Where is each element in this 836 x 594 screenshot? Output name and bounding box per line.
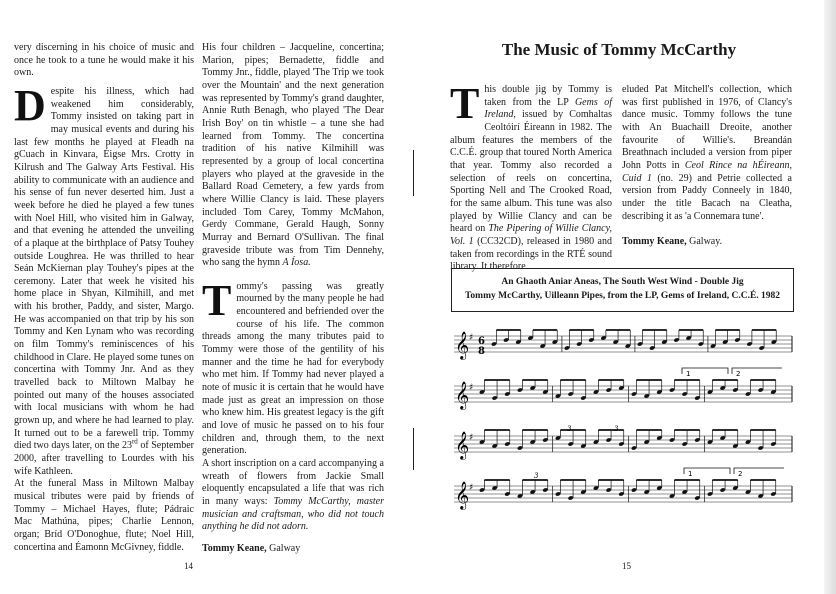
illness-paragraph <box>14 80 194 478</box>
album-title: Gems of Ireland, <box>484 96 612 121</box>
treble-clef-icon: 𝄞 <box>455 381 470 409</box>
gutter-mark <box>413 150 414 196</box>
hymn-title: A Íosa. <box>282 257 311 269</box>
sheet-music <box>452 318 794 518</box>
ordinal-suffix: rd <box>131 438 138 447</box>
first-ending-label: 1 <box>688 470 693 478</box>
collection-text-2: (no. 29) and Petrie collected a version from Paddy Conneely in 1840, under the title Bacach na Cleatha, describing it as 'a Connemara tune'. <box>622 172 792 222</box>
passing-paragraph <box>202 275 384 458</box>
recording-title: The Pipering of Willie Clancy, Vol. 1 <box>450 223 612 247</box>
gutter-mark <box>413 428 414 470</box>
page-edge <box>824 0 836 594</box>
music-staves <box>454 331 792 510</box>
funeral-paragraph: At the funeral Mass in Miltown Malbay musical tributes were paid by friends of Tommy – Michael Hayes, flute; Pádraic Mac Mathúna, pipes; Charlie Lennon, organ; Bríd O'Donoghue, flute; Noel Hill, concertina and Éamonn McGivney, fiddle. <box>14 478 194 553</box>
page-number: 14 <box>184 561 193 571</box>
page-number: 15 <box>622 561 631 571</box>
treble-clef-icon: 𝄞 <box>455 481 470 509</box>
music-notes <box>479 330 777 502</box>
right-page-column-2 <box>622 84 792 249</box>
passing-text: ommy's passing was greatly mourned by the many people he had encountered and befriended over the course of his life. The common threads among the many tributes paid to Tommy were those of the gentility of his manner and the time he had for everybody who met him. If Tommy had never played a note of music it is certain that he would have made just as great an impression on those who knew him. His greatest legacy is the gift and love of music he passed on to his four children and, through them, to the next generation. <box>202 280 384 457</box>
inscription-quote: Tommy McCarthy, master musician and craftsman, who did not touch anything he did not adorn. <box>202 495 385 533</box>
author-place: Galway <box>266 542 301 554</box>
collection-paragraph <box>622 84 792 223</box>
drop-cap: T <box>202 275 232 325</box>
tune-title-box <box>451 268 794 312</box>
illness-text: espite his illness, which had weakened him considerably, Tommy insisted on taking part in may musical events and during his last few months he played at Fleadh na gCuach in Kinvara, Éigse Mrs. Crotty in Kilrush and The Galway Arts Festival. His ability to communicate with an audience and his sense of fun never deserted him. Just a week before he died he played a few tunes with Noel Hill, who visited him in Galway, and that evening he attended the unveiling of a plaque at the birthplace of Patsy Touhey outside Loughrea. He was thrilled to hear Seán McKiernan play Touhey's pipes at the ceremony. Later that week he visited his home place in Shyan, Kilmihill, and met with his brother, Paddy, and sister, Margo. He was accompanied on that trip by his son Tommy and Ken Lynam who was recording on film Tommy's reminiscences of his childhood in Clare. He played some tunes on concertina with Tommy Jnr. And as they travelled back to Miltown Malbay he pointed out many of the houses associated with local musicians with whom he had grown up, and where he had learned to play. It turned out to be a farewell trip. Tommy died two days later, on the 23 <box>14 85 194 452</box>
time-signature <box>478 336 485 357</box>
triplet-mark: 3 <box>567 425 572 433</box>
author-name: Tommy Keane, <box>622 236 687 248</box>
triplet-mark: 3 <box>614 425 619 433</box>
time-signature-bottom: 8 <box>478 346 485 357</box>
illness-text-tail: of September 2000, after travelling to Lourdes with his wife Kathleen. <box>14 440 194 477</box>
author-signature <box>202 543 384 556</box>
author-name: Tommy Keane, <box>202 542 267 554</box>
drop-cap: T <box>450 79 480 128</box>
time-signature-top: 6 <box>478 336 485 347</box>
author-place: Galway. <box>686 236 723 248</box>
triplet-mark: 3 <box>534 472 539 480</box>
treble-clef-icon: 𝄞 <box>455 331 470 359</box>
article-title: The Music of Tommy McCarthy <box>501 40 737 59</box>
book-title: Ceol Rince na hÉireann, Cuid 1 <box>622 159 792 184</box>
tune-credit: Tommy McCarthy, Uilleann Pipes, from the LP, Gems of Ireland, C.C.É. 1982 <box>464 291 781 301</box>
sharp-icon: ♯ <box>469 333 474 343</box>
sharp-icon: ♯ <box>469 483 474 493</box>
sharp-icon: ♯ <box>469 433 474 443</box>
left-page-column-1 <box>14 42 194 554</box>
author-signature <box>622 236 792 249</box>
left-page-column-2 <box>202 42 384 556</box>
right-page-column-1 <box>450 79 612 274</box>
tune-title: An Ghaoth Aniar Aneas, The South West Wind - Double Jig <box>501 277 744 287</box>
intro-paragraph: very discerning in his choice of music and once he took to a tune he would make it his own. <box>14 42 194 79</box>
children-paragraph <box>202 42 384 270</box>
first-ending-label: 1 <box>686 370 691 378</box>
children-text: His four children – Jacqueline, concertina; Marion, pipes; Bernadette, fiddle and Tommy Jnr., fiddle, played 'The Trip we took over the Mountain' and the next generation was represented by Tommy's grand daughter, Annie Ruth Benagh, who played 'The Dear Irish Boy' on tin whistle – a tune she had learned from Tommy. The concertina tradition of his native Kilmihill was represented by a group of local concertina players who played at the graveside in the Ballard Road Cemetery, a few yards from where Willie Clancy is laid. These players included Tom Carey, Tommy McMahon, Gerdy Commane, Gerald Haugh, Sonny Murray and Bernard O'Sullivan. The final graveside tribute was from Tim Dennehy, who sang the hymn <box>202 42 384 269</box>
jig-text: his double jig by Tommy is taken from the LP <box>484 84 612 108</box>
inscription-text: A short inscription on a card accompanying a wreath of flowers from Jackie Small eloquently encapsulated a life that was rich in many ways: <box>202 458 384 507</box>
triplet-marks <box>534 425 619 480</box>
jig-text-3: (CC32CD), released in 1980 and taken from recordings in the RTÉ sound library. It therefore <box>450 235 612 273</box>
second-ending-label: 2 <box>738 470 743 478</box>
drop-cap: D <box>14 80 46 130</box>
volta-brackets <box>682 368 784 478</box>
second-ending-label: 2 <box>736 370 741 378</box>
sharp-icon: ♯ <box>469 383 474 393</box>
collection-text: eluded Pat Mitchell's collection, which was first published in 1976, of Clancy's dance music. Tommy follows the tune with An Buachaill Dreoite, another favourite of Willie's. Breandán Breathnach included a version from piper John Potts in <box>622 84 792 171</box>
treble-clef-icon: 𝄞 <box>455 431 470 459</box>
jig-text-2: issued by Comhaltas Ceoltóirí Éireann in 1982. The album features the members of the C.C.É. group that toured North America that year. Tommy also recorded a selection of reels on concertina, Sporting Nell and The Crooked Road, for the same album. This tune was also played by Willie Clancy and can be heard on <box>450 109 612 235</box>
inscription-paragraph <box>202 458 384 534</box>
